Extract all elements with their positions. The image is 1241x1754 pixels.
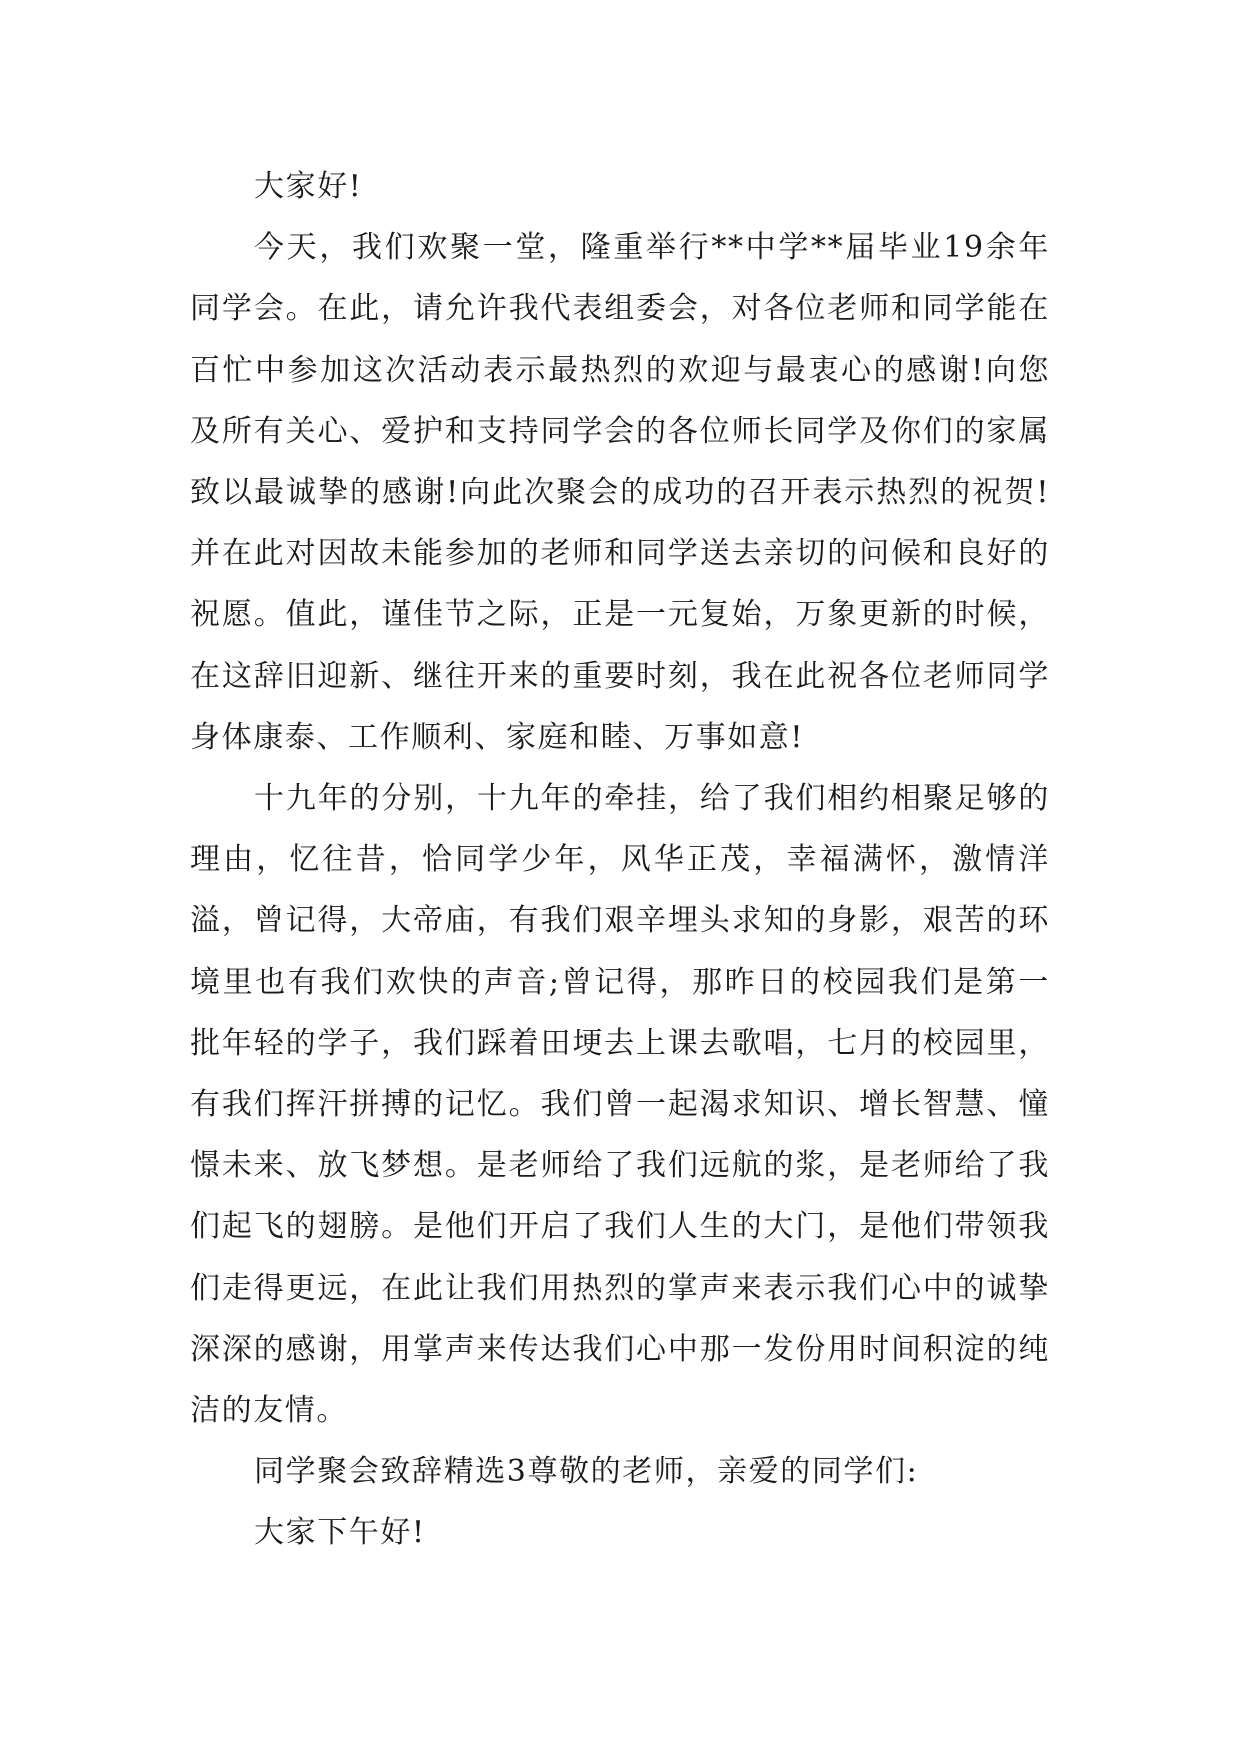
afternoon-greeting-paragraph: 大家下午好! — [254, 1515, 426, 1551]
welcome-paragraph: 今天，我们欢聚一堂，隆重举行**中学**届毕业19余年同学会。在此，请允许我代表组委会，对各位老师和同学能在百忙中参加这次活动表示最热烈的欢迎与最衷心的感谢!向您及所有关心、爱护和支持同学会的各位师长同学及你们的家属致以最诚挚的感谢!向此次聚会的成功的召开表示热烈的祝贺!并在此对因故未能参加的老师和同学送去亲切的问候和良好的祝愿。值此，谨佳节之际，正是一元复始，万象更新的时候，在这辞旧迎新、继往开来的重要时刻，我在此祝各位老师同学身体康泰、工作顺利、家庭和睦、万事如意! — [190, 230, 1050, 755]
memories-paragraph: 十九年的分别，十九年的牵挂，给了我们相约相聚足够的理由，忆往昔，恰同学少年，风华正茂，幸福满怀，激情洋溢，曾记得，大帝庙，有我们艰辛埋头求知的身影，艰苦的环境里也有我们欢快的声音;曾记得，那昨日的校园我们是第一批年轻的学子，我们踩着田埂去上课去歌唱，七月的校园里，有我们挥汗拼搏的记忆。我们曾一起渴求知识、增长智慧、憧憬未来、放飞梦想。是老师给了我们远航的浆，是老师给了我们起飞的翅膀。是他们开启了我们人生的大门，是他们带领我们走得更远，在此让我们用热烈的掌声来表示我们心中的诚挚深深的感谢，用掌声来传达我们心中那一发份用时间积淀的纯洁的友情。 — [190, 781, 1050, 1429]
greeting-paragraph: 大家好! — [254, 169, 363, 204]
speech-heading-paragraph: 同学聚会致辞精选3尊敬的老师，亲爱的同学们: — [254, 1454, 919, 1490]
document-body — [190, 156, 1050, 1564]
